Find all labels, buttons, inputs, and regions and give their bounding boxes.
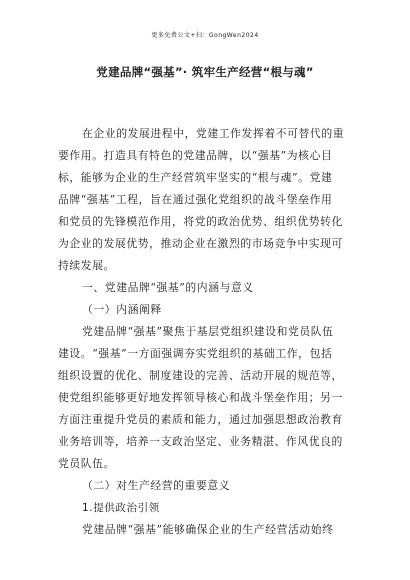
text-line: 标，能够为企业的生产经营筑牢坚实的“根与魂”。党建 [58,171,333,184]
text-line: 为企业的发展优势，推动企业在激烈的市场竞争中实现可 [58,237,343,250]
item-heading: 1.提供政治引领 [82,502,160,514]
text-line: 方面注重提升党员的素质和能力，通过加强思想政治教育 [58,413,343,426]
text-line: 组织设置的优化、制度建设的完善、活动开展的规范等， [58,369,343,382]
text-line: 建设。“强基”一方面强调夯实党组织的基础工作，包括 [58,347,333,360]
text-line: 和党员的先锋模范作用，将党的政治优势、组织优势转化 [58,215,343,228]
text-line: 党员队伍。 [58,457,115,470]
subsection-heading: （二）对生产经营的重要意义 [82,479,231,492]
text-line: 使党组织能够更好地发挥领导核心和战斗堡垒作用；另一 [58,391,343,404]
section-heading: 一、党建品牌“强基”的内涵与意义 [82,281,254,294]
paragraph-intro [58,123,358,277]
text-line: 品牌“强基”工程，旨在通过强化党组织的战斗堡垒作用 [58,193,333,206]
text-line: 党建品牌“强基”聚焦于基层党组织建设和党员队伍 [82,325,334,338]
text-line: 在企业的发展进程中，党建工作发挥着不可替代的重 [82,127,345,140]
text-line: 要作用。打造具有特色的党建品牌，以“强基”为核心目 [58,149,333,162]
subsection-heading: （一）内涵阐释 [82,303,162,316]
text-line: 业务培训等，培养一支政治坚定、业务精湛、作风优良的 [58,435,343,448]
text-line: 党建品牌“强基”能够确保企业的生产经营活动始终 [82,523,334,536]
paragraph-political-guidance [58,519,358,541]
text-line: 持续发展。 [58,259,115,272]
document-title: 党建品牌“强基”· 筑牢生产经营“根与魂” [96,65,314,79]
paragraph-connotation [58,321,358,475]
document-body [58,123,358,541]
header-note: 更多免费公文+扫：GongWen2024 [151,32,259,39]
